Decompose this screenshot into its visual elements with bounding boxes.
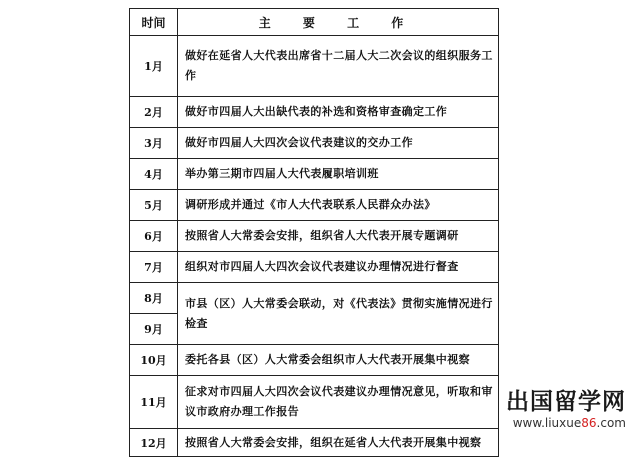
watermark-url-suffix: .com [596, 416, 626, 430]
task-cell: 做好在延省人大代表出席省十二届人大二次会议的组织服务工作 [178, 36, 499, 97]
table-row [130, 128, 499, 159]
table-row [130, 345, 499, 376]
month-cell: 5月 [130, 190, 178, 221]
task-cell: 按照省人大常委会安排，组织省人大代表开展专题调研 [178, 221, 499, 252]
site-watermark [500, 389, 626, 435]
month-cell: 9月 [130, 314, 178, 345]
month-cell: 12月 [130, 429, 178, 457]
task-cell: 征求对市四届人大四次会议代表建议办理情况意见，听取和审议市政府办理工作报告 [178, 376, 499, 429]
header-main-work: 主 要 工 作 [178, 9, 499, 36]
table-row [130, 376, 499, 429]
table-row [130, 283, 499, 314]
table-row [130, 252, 499, 283]
table-row [130, 97, 499, 128]
month-cell: 2月 [130, 97, 178, 128]
task-cell: 调研形成并通过《市人大代表联系人民群众办法》 [178, 190, 499, 221]
month-cell: 3月 [130, 128, 178, 159]
table-row [130, 190, 499, 221]
month-cell: 1月 [130, 36, 178, 97]
task-cell: 委托各县（区）人大常委会组织市人大代表开展集中视察 [178, 345, 499, 376]
table-header-row [130, 9, 499, 36]
task-cell: 做好市四届人大四次会议代表建议的交办工作 [178, 128, 499, 159]
table-row [130, 36, 499, 97]
header-time: 时间 [130, 9, 178, 36]
watermark-url [500, 415, 626, 431]
watermark-url-prefix: www.liuxue [512, 416, 582, 430]
month-cell: 8月 [130, 283, 178, 314]
task-cell: 按照省人大常委会安排，组织在延省人大代表开展集中视察 [178, 429, 499, 457]
month-cell: 10月 [130, 345, 178, 376]
month-cell: 4月 [130, 159, 178, 190]
watermark-title: 出国留学网 [506, 389, 626, 415]
watermark-url-highlight: 86 [581, 416, 597, 430]
task-cell: 做好市四届人大出缺代表的补选和资格审查确定工作 [178, 97, 499, 128]
task-cell: 市县（区）人大常委会联动，对《代表法》贯彻实施情况进行检查 [178, 283, 499, 345]
task-cell: 组织对市四届人大四次会议代表建议办理情况进行督查 [178, 252, 499, 283]
task-cell: 举办第三期市四届人大代表履职培训班 [178, 159, 499, 190]
table-row [130, 221, 499, 252]
table-row [130, 159, 499, 190]
month-cell: 6月 [130, 221, 178, 252]
table-row [130, 429, 499, 457]
work-schedule-table [129, 8, 499, 457]
month-cell: 11月 [130, 376, 178, 429]
month-cell: 7月 [130, 252, 178, 283]
